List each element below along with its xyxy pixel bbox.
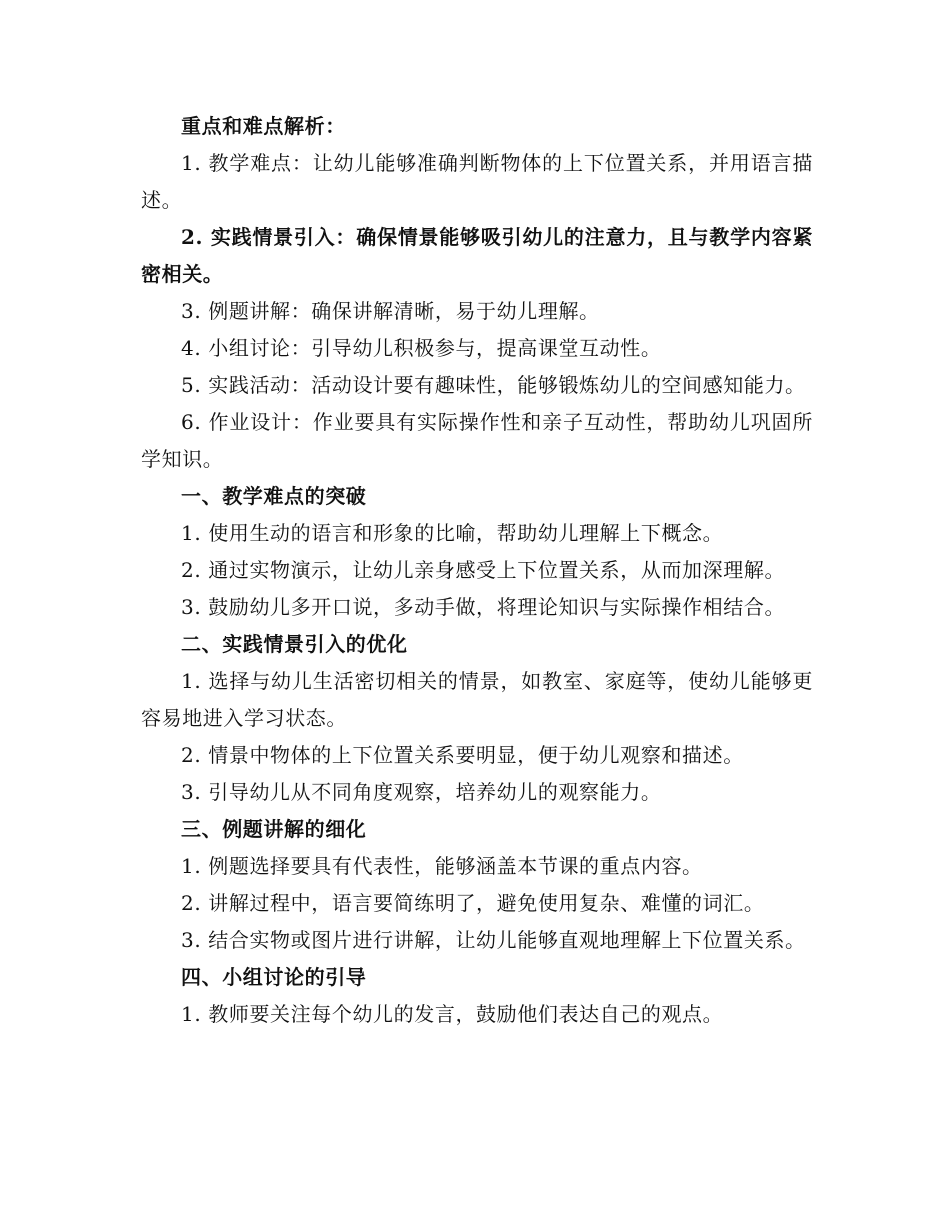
list-item: 1. 使用生动的语言和形象的比喻，帮助幼儿理解上下概念。: [181, 521, 724, 545]
section-heading-4: 四、小组讨论的引导: [181, 965, 367, 989]
section-heading-1: 一、教学难点的突破: [181, 484, 367, 508]
list-item: 1. 教师要关注每个幼儿的发言，鼓励他们表达自己的观点。: [181, 1002, 724, 1026]
list-item: 3. 结合实物或图片进行讲解，让幼儿能够直观地理解上下位置关系。: [181, 928, 806, 952]
list-item: 6. 作业设计：作业要具有实际操作性和亲子互动性，帮助幼儿巩固所学知识。: [141, 410, 813, 471]
list-item: 2. 情景中物体的上下位置关系要明显，便于幼儿观察和描述。: [181, 743, 744, 767]
list-item: 3. 引导幼儿从不同角度观察，培养幼儿的观察能力。: [181, 780, 662, 804]
list-item: 2. 讲解过程中，语言要简练明了，避免使用复杂、难懂的词汇。: [181, 891, 765, 915]
list-item: 5. 实践活动：活动设计要有趣味性，能够锻炼幼儿的空间感知能力。: [181, 373, 806, 397]
list-item: 3. 例题讲解：确保讲解清晰，易于幼儿理解。: [181, 299, 600, 323]
list-item: 1. 例题选择要具有代表性，能够涵盖本节课的重点内容。: [181, 854, 703, 878]
list-item: 2. 实践情景引入：确保情景能够吸引幼儿的注意力，且与教学内容紧密相关。: [141, 225, 813, 286]
document-body: [141, 108, 813, 1033]
list-item: 1. 教学难点：让幼儿能够准确判断物体的上下位置关系，并用语言描述。: [141, 151, 813, 212]
section-heading-key-points: 重点和难点解析：: [181, 114, 346, 138]
list-item: 1. 选择与幼儿生活密切相关的情景，如教室、家庭等，使幼儿能够更容易地进入学习状态。: [141, 669, 813, 730]
list-item: 2. 通过实物演示，让幼儿亲身感受上下位置关系，从而加深理解。: [181, 558, 786, 582]
section-heading-2: 二、实践情景引入的优化: [181, 632, 408, 656]
list-item: 4. 小组讨论：引导幼儿积极参与，提高课堂互动性。: [181, 336, 662, 360]
list-item: 3. 鼓励幼儿多开口说，多动手做，将理论知识与实际操作相结合。: [181, 595, 786, 619]
section-heading-3: 三、例题讲解的细化: [181, 817, 367, 841]
